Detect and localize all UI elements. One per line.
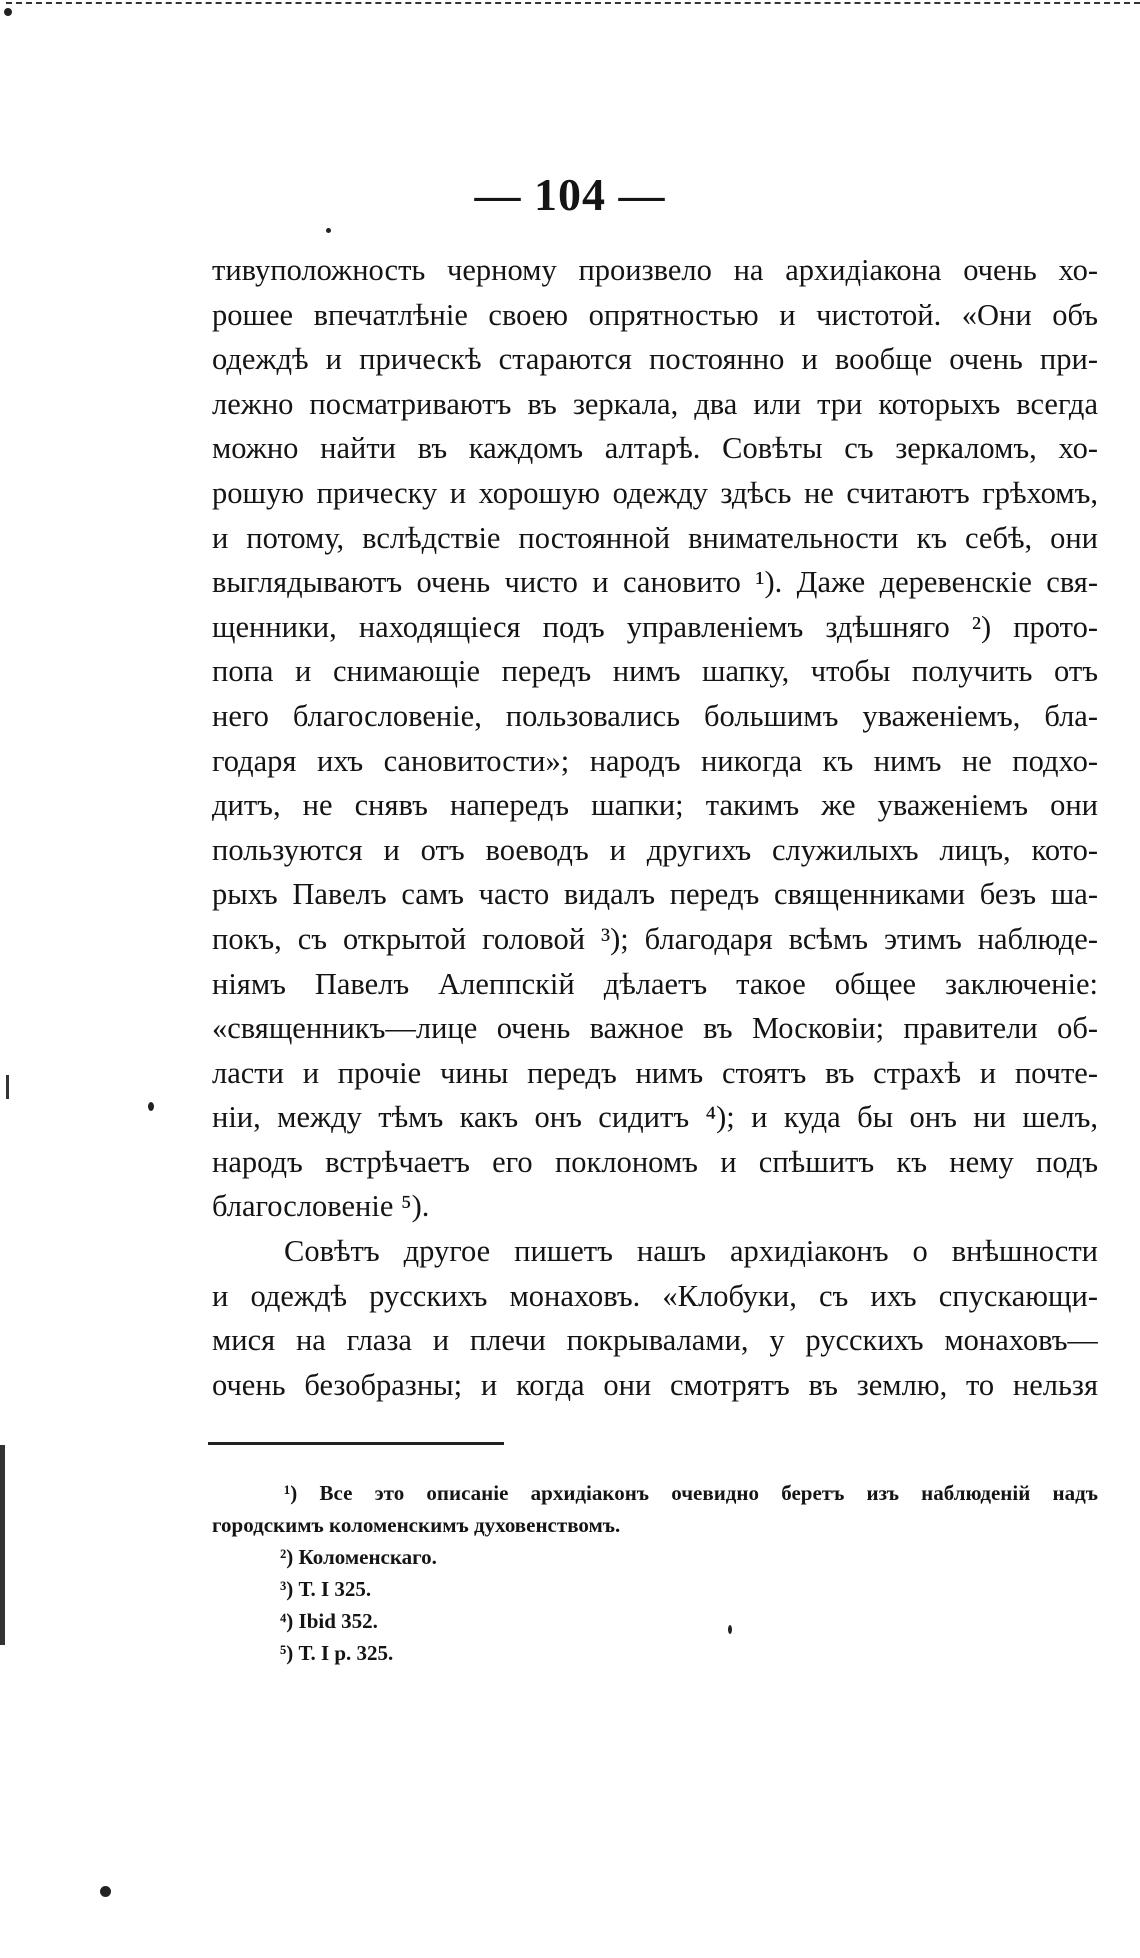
- text-line: народъ встрѣчаетъ его поклономъ и спѣшитъ къ нему подъ: [212, 1144, 1098, 1179]
- text-line: рыхъ Павелъ самъ часто видалъ передъ священниками безъ ша-: [212, 877, 1098, 912]
- text-line: тивуположность черному произвело на архидіакона очень хо-: [212, 253, 1098, 287]
- text-line: одеждѣ и прическѣ стараются постоянно и вообще очень при-: [212, 342, 1098, 377]
- text-line: него благословеніе, пользовались большимъ уваженіемъ, бла-: [212, 698, 1098, 733]
- text-line: рошую прическу и хорошую одежду здѣсь не считаютъ грѣхомъ,: [212, 475, 1098, 510]
- footnote-4: ⁴) Ibid 352.: [280, 1609, 378, 1633]
- scan-speck: [148, 1102, 154, 1111]
- footnote-2: ²) Коломенскаго.: [280, 1545, 437, 1569]
- footnote-separator: [208, 1442, 504, 1445]
- text-line: мися на глаза и плечи покрывалами, у русскихъ монаховъ—: [212, 1323, 1098, 1358]
- footnote-1-continuation: городскимъ коломенскимъ духовенствомъ.: [212, 1513, 621, 1537]
- footnote-5: ⁵) Т. I р. 325.: [280, 1641, 394, 1665]
- page-number: — 104 —: [474, 169, 666, 220]
- text-line: ласти и прочіе чины передъ нимъ стоятъ въ страхѣ и почте-: [212, 1055, 1098, 1090]
- text-line: лежно посматриваютъ въ зеркала, два или три которыхъ всегда: [212, 386, 1098, 421]
- scan-edge-mark: [6, 1075, 9, 1099]
- scan-speck: [728, 1625, 732, 1634]
- text-line: можно найти въ каждомъ алтарѣ. Совѣты съ зеркаломъ, хо-: [212, 431, 1098, 466]
- scan-speck: [100, 1886, 111, 1897]
- scan-speck: [326, 228, 331, 233]
- top-edge-rule: [6, 2, 1140, 4]
- text-line: пользуются и отъ воеводъ и другихъ служилыхъ лицъ, кото-: [212, 832, 1098, 867]
- scan-speck: [4, 8, 12, 16]
- paragraph-end-line: благословеніе ⁵).: [212, 1189, 430, 1224]
- text-line: дитъ, не снявъ напередъ шапки; такимъ же уваженіемъ они: [212, 788, 1098, 823]
- text-line: покъ, съ открытой головой ³); благодаря всѣмъ этимъ наблюде-: [212, 921, 1098, 956]
- text-line: очень безобразны; и когда они смотрятъ въ землю, то нельзя: [212, 1367, 1098, 1402]
- footnote-1: ¹) Все это описаніе архидіаконъ очевидно беретъ изъ наблюденій надъ: [284, 1481, 1098, 1505]
- paragraph-start-line: Совѣтъ другое пишетъ нашъ архидіаконъ о внѣшности: [284, 1234, 1098, 1269]
- text-line: «священникъ—лице очень важное въ Московіи; правители об-: [212, 1011, 1098, 1046]
- text-line: и потому, вслѣдствіе постоянной внимательности къ себѣ, они: [212, 520, 1098, 555]
- text-line: рошее впечатлѣніе своею опрятностью и чистотой. «Они объ: [212, 297, 1098, 332]
- text-line: годаря ихъ сановитости»; народъ никогда къ нимъ не подхо-: [212, 743, 1098, 778]
- text-line: ніямъ Павелъ Алеппскій дѣлаетъ такое общее заключеніе:: [212, 966, 1098, 1001]
- text-line: щенники, находящіеся подъ управленіемъ здѣшняго ²) прото-: [212, 609, 1098, 644]
- main-text-block: [212, 248, 1098, 1407]
- text-line: выглядываютъ очень чисто и сановито ¹). Даже деревенскіе свя-: [212, 565, 1098, 600]
- text-line: попа и снимающіе передъ нимъ шапку, чтобы получить отъ: [212, 654, 1098, 689]
- scan-edge-mark: [0, 1445, 5, 1645]
- text-line: ніи, между тѣмъ какъ онъ сидитъ ⁴); и куда бы онъ ни шелъ,: [212, 1100, 1098, 1135]
- footnotes-block: [212, 1477, 1098, 1669]
- text-line: и одеждѣ русскихъ монаховъ. «Клобуки, съ ихъ спускающи-: [212, 1278, 1098, 1313]
- footnote-3: ³) Т. I 325.: [280, 1577, 372, 1601]
